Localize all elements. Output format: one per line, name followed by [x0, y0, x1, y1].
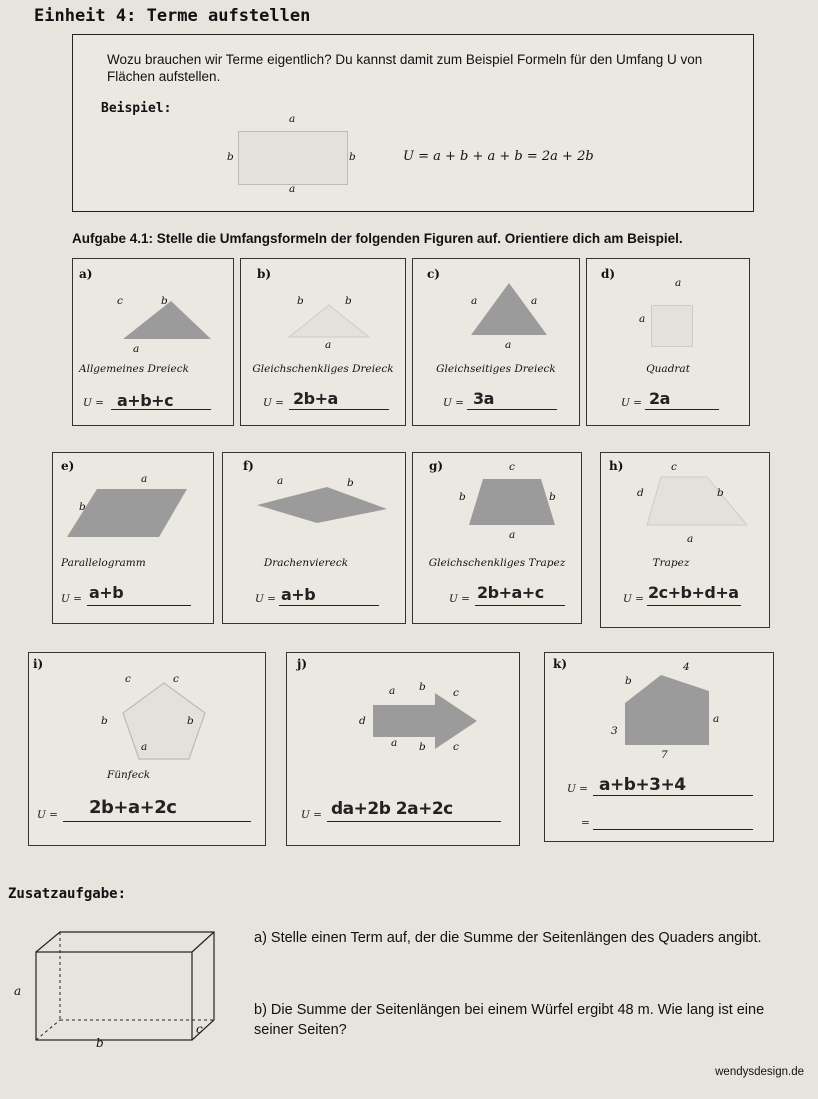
figure-e-side-b: b [79, 501, 86, 513]
figure-i-side-c-left: c [125, 673, 131, 685]
intro-box [72, 34, 754, 212]
figure-k-side-a: a [713, 713, 720, 725]
figure-e-side-a: a [141, 473, 148, 485]
figure-d-answer: 2a [649, 389, 670, 408]
figure-j-u-label: U = [301, 809, 322, 821]
figure-g-name: Gleichschenkliges Trapez [428, 557, 566, 569]
triangle-general-shape [123, 301, 213, 341]
figure-h-side-a: a [687, 533, 694, 545]
figure-c-letter: c) [427, 267, 440, 281]
figure-b-box [240, 258, 406, 426]
figure-i-u-label: U = [37, 809, 58, 821]
figure-i-box [28, 652, 266, 846]
figure-g-answer: 2b+a+c [477, 583, 544, 602]
figure-h-side-d: d [637, 487, 644, 499]
figure-b-letter: b) [257, 267, 272, 281]
figure-a-letter: a) [79, 267, 93, 281]
figure-e-answer-line[interactable] [87, 605, 191, 606]
figure-a-box [72, 258, 234, 426]
figure-f-answer-line[interactable] [279, 605, 379, 606]
figure-g-side-b-right: b [549, 491, 556, 503]
figure-a-side-b: b [161, 295, 168, 307]
figure-j-side-b-bottom: b [419, 741, 426, 753]
figure-h-answer: 2c+b+d+a [648, 583, 739, 602]
figure-j-side-b-top: b [419, 681, 426, 693]
figure-j-answer: da+2b 2a+2c [331, 799, 453, 819]
figure-k-side-7: 7 [661, 749, 668, 761]
figure-b-answer: 2b+a [293, 389, 338, 408]
figure-e-name: Parallelogramm [61, 557, 146, 569]
figure-b-answer-line[interactable] [289, 409, 389, 410]
figure-c-box [412, 258, 580, 426]
kite-shape [257, 487, 387, 523]
figure-j-letter: j) [297, 657, 308, 671]
figure-h-side-c: c [671, 461, 677, 473]
figure-g-answer-line[interactable] [475, 605, 565, 606]
trapezoid-shape [647, 477, 747, 525]
figure-j-box [286, 652, 520, 846]
figure-c-side-a-left: a [471, 295, 478, 307]
figure-g-box [412, 452, 582, 624]
figure-b-u-label: U = [263, 397, 284, 409]
figure-e-box [52, 452, 214, 624]
figure-g-letter: g) [429, 459, 444, 473]
figure-i-side-b-left: b [101, 715, 108, 727]
figure-h-u-label: U = [623, 593, 644, 605]
triangle-equilateral-shape [471, 283, 547, 337]
figure-e-u-label: U = [61, 593, 82, 605]
triangle-isosceles-shape [289, 305, 369, 339]
figure-c-u-label: U = [443, 397, 464, 409]
figure-c-name: Gleichseitiges Dreieck [436, 363, 556, 375]
figure-b-side-b-left: b [297, 295, 304, 307]
figure-i-side-a: a [141, 741, 148, 753]
figure-f-u-label: U = [255, 593, 276, 605]
figure-b-side-a: a [325, 339, 332, 351]
figure-a-side-a: a [133, 343, 140, 355]
example-label-top: a [289, 113, 296, 125]
figure-k-eq-label: = [581, 817, 590, 829]
example-rectangle [238, 131, 348, 185]
figure-d-answer-line[interactable] [645, 409, 719, 410]
figure-d-side-a-left: a [639, 313, 646, 325]
figure-g-side-b-left: b [459, 491, 466, 503]
figure-h-side-b: b [717, 487, 724, 499]
figure-e-letter: e) [61, 459, 75, 473]
figure-c-answer-line[interactable] [467, 409, 557, 410]
figure-d-box [586, 258, 750, 426]
figure-a-u-label: U = [83, 397, 104, 409]
figure-f-name: Drachenviereck [263, 557, 349, 569]
isosceles-trapezoid-shape [469, 479, 555, 525]
cuboid-label-c: c [196, 1022, 203, 1036]
figure-i-answer: 2b+a+2c [89, 797, 177, 818]
figure-a-side-c: c [117, 295, 123, 307]
figure-f-side-b: b [347, 477, 354, 489]
figure-b-name: Gleichschenkliges Dreieck [252, 363, 394, 375]
example-label-right: b [349, 151, 356, 163]
pentagon-shape [121, 681, 207, 761]
figure-a-name: Allgemeines Dreieck [79, 363, 189, 375]
example-label-left: b [227, 151, 234, 163]
figure-f-box [222, 452, 406, 624]
figure-c-side-a-bottom: a [505, 339, 512, 351]
figure-h-letter: h) [609, 459, 624, 473]
brand-footer: wendysdesign.de [715, 1066, 804, 1078]
figure-i-side-c-right: c [173, 673, 179, 685]
figure-k-answer: a+b+3+4 [599, 775, 686, 795]
figure-f-side-a: a [277, 475, 284, 487]
square-shape [651, 305, 693, 347]
figure-d-side-a-top: a [675, 277, 682, 289]
figure-i-letter: i) [33, 657, 44, 671]
figure-d-name: Quadrat [646, 363, 690, 375]
example-label-bottom: a [289, 183, 296, 195]
figure-h-name: Trapez [652, 557, 690, 569]
figure-a-answer: a+b+c [117, 391, 174, 410]
house-pentagon-shape [625, 673, 709, 745]
figure-i-answer-line[interactable] [63, 821, 251, 822]
figure-j-side-a-top: a [389, 685, 396, 697]
cuboid-label-b: b [96, 1036, 104, 1050]
figure-k-side-b: b [625, 675, 632, 687]
figure-f-letter: f) [243, 459, 254, 473]
figure-c-answer: 3a [473, 389, 494, 408]
figure-d-u-label: U = [621, 397, 642, 409]
figure-e-answer: a+b [89, 583, 124, 602]
figure-k-box [544, 652, 774, 842]
cuboid-label-a: a [14, 984, 22, 998]
parallelogram-shape [67, 489, 187, 537]
figure-k-side-4: 4 [683, 661, 690, 673]
zusatz-task-b: b) Die Summe der Seitenlängen bei einem Würfel ergibt 48 m. Wie lang ist eine seiner Seiten? [254, 1002, 765, 1038]
figure-j-side-a-bottom: a [391, 737, 398, 749]
figure-j-side-c-bottom: c [453, 741, 459, 753]
example-label: Beispiel: [101, 101, 172, 116]
zusatz-heading: Zusatzaufgabe: [8, 886, 127, 902]
figure-g-u-label: U = [449, 593, 470, 605]
figure-d-letter: d) [601, 267, 616, 281]
page-title: Einheit 4: Terme aufstellen [34, 6, 311, 26]
example-formula: U = a + b + a + b = 2a + 2b [403, 149, 594, 164]
figure-f-answer: a+b [281, 585, 316, 604]
figure-k-letter: k) [553, 657, 567, 671]
figure-i-side-b-right: b [187, 715, 194, 727]
figure-j-side-c-top: c [453, 687, 459, 699]
intro-text: Wozu brauchen wir Terme eigentlich? Du kannst damit zum Beispiel Formeln für den Umfang U von Flächen aufstellen. [107, 52, 703, 84]
figure-k-second-line[interactable] [593, 829, 753, 830]
zusatz-task-a: a) Stelle einen Term auf, der die Summe der Seitenlängen des Quaders angibt. [254, 930, 762, 946]
figure-k-answer-line[interactable] [593, 795, 753, 796]
figure-h-answer-line[interactable] [647, 605, 741, 606]
figure-b-side-b-right: b [345, 295, 352, 307]
figure-j-answer-line[interactable] [327, 821, 501, 822]
figure-i-name: Fünfeck [107, 769, 151, 781]
task-4-1: Aufgabe 4.1: Stelle die Umfangsformeln der folgenden Figuren auf. Orientiere dich am Beispiel. [72, 231, 683, 246]
cuboid-shape [32, 930, 222, 1044]
figure-g-side-a: a [509, 529, 516, 541]
figure-k-u-label: U = [567, 783, 588, 795]
figure-k-side-3: 3 [611, 725, 618, 737]
figure-g-side-c: c [509, 461, 515, 473]
figure-j-side-d: d [359, 715, 366, 727]
figure-c-side-a-right: a [531, 295, 538, 307]
